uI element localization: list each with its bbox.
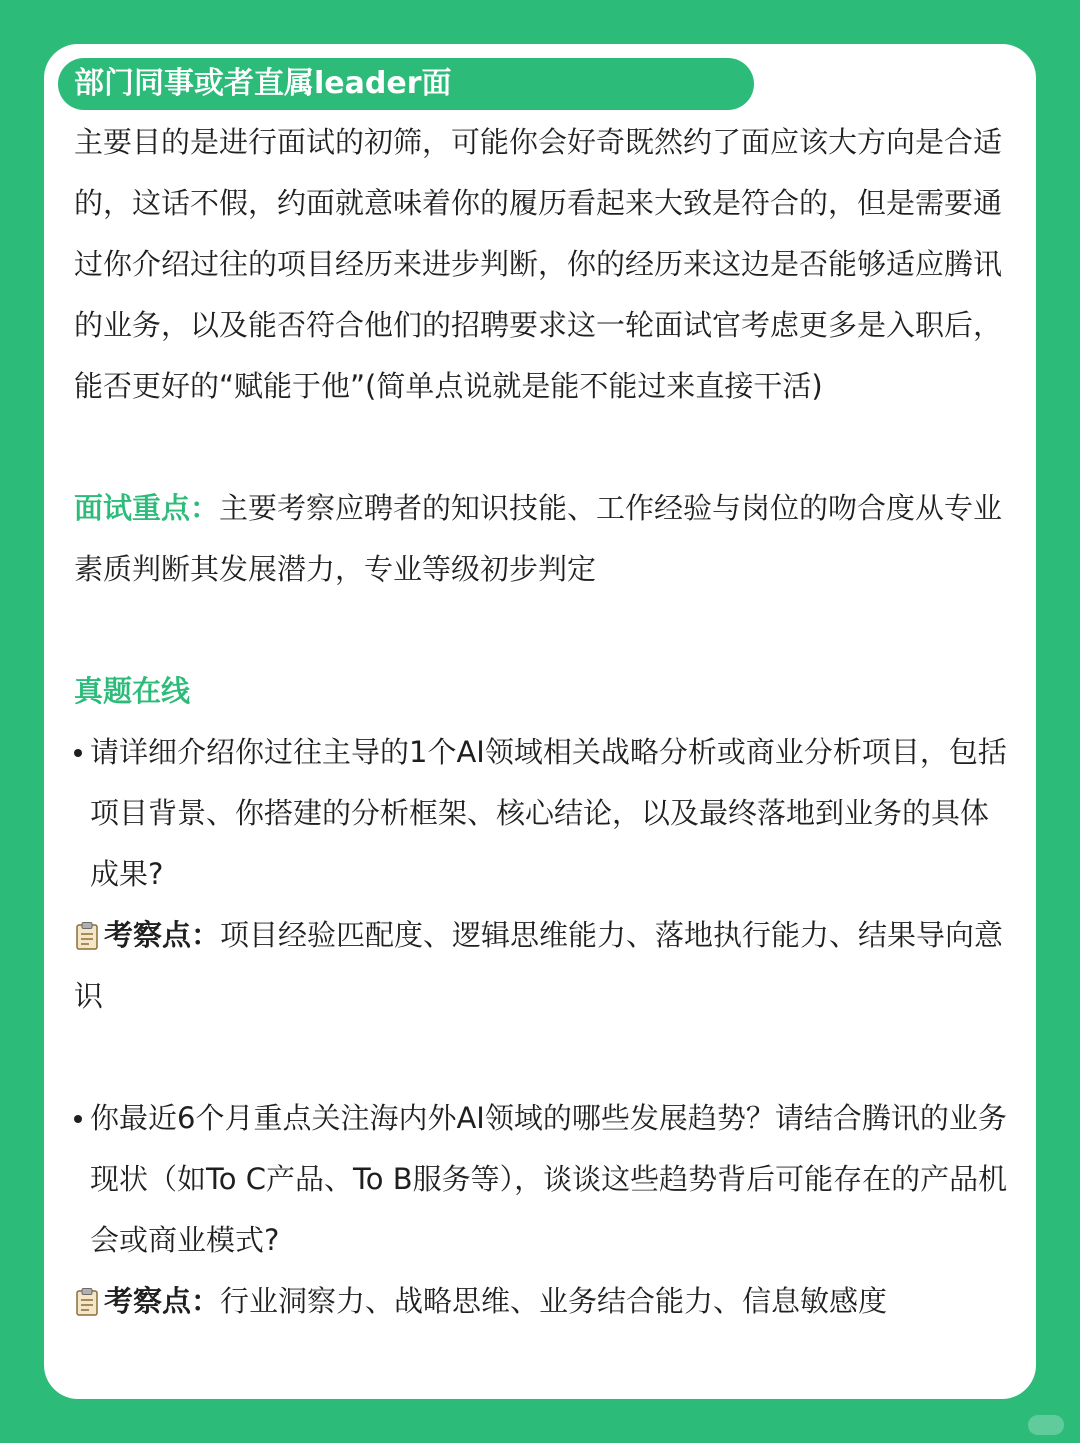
watermark bbox=[1028, 1415, 1064, 1435]
clipboard-icon bbox=[74, 1287, 100, 1317]
exam-point-label: 考察点： bbox=[104, 918, 221, 952]
exam-point-text: 项目经验匹配度、逻辑思维能力、落地执行能力、结果导向意识 bbox=[74, 918, 1004, 1013]
bullet-dot bbox=[74, 1115, 82, 1123]
focus-label: 面试重点： bbox=[74, 491, 220, 525]
question-item bbox=[74, 1088, 1010, 1271]
bullet-dot bbox=[74, 749, 82, 757]
section-title: 部门同事或者直属leader面 bbox=[58, 58, 754, 110]
clipboard-icon bbox=[74, 921, 100, 951]
exam-point-label: 考察点： bbox=[104, 1284, 221, 1318]
exam-point bbox=[74, 1271, 1010, 1332]
questions-heading: 真题在线 bbox=[74, 674, 191, 708]
focus-paragraph bbox=[74, 478, 1010, 600]
content-card bbox=[44, 44, 1036, 1399]
intro-paragraph: 主要目的是进行面试的初筛，可能你会好奇既然约了面应该大方向是合适的，这话不假，约面就意味着你的履历看起来大致是符合的，但是需要通过你介绍过往的项目经历来进步判断，你的经历来这边是否能够适应腾讯的业务，以及能否符合他们的招聘要求这一轮面试官考虑更多是入职后，能否更好的“赋能于他”(简单点说就是能不能过来直接干活) bbox=[74, 125, 1003, 403]
question-item bbox=[74, 722, 1010, 905]
exam-point-text: 行业洞察力、战略思维、业务结合能力、信息敏感度 bbox=[220, 1284, 888, 1318]
exam-point bbox=[74, 905, 1010, 1027]
article-body bbox=[74, 112, 1010, 1332]
question-text: 你最近6个月重点关注海内外AI领域的哪些发展趋势？请结合腾讯的业务现状（如To C产品、To B服务等），谈谈这些趋势背后可能存在的产品机会或商业模式? bbox=[90, 1101, 1008, 1257]
focus-text: 主要考察应聘者的知识技能、工作经验与岗位的吻合度从专业素质判断其发展潜力，专业等级初步判定 bbox=[74, 491, 1003, 586]
question-text: 请详细介绍你过往主导的1个AI领域相关战略分析或商业分析项目，包括项目背景、你搭建的分析框架、核心结论，以及最终落地到业务的具体成果? bbox=[90, 735, 1007, 891]
